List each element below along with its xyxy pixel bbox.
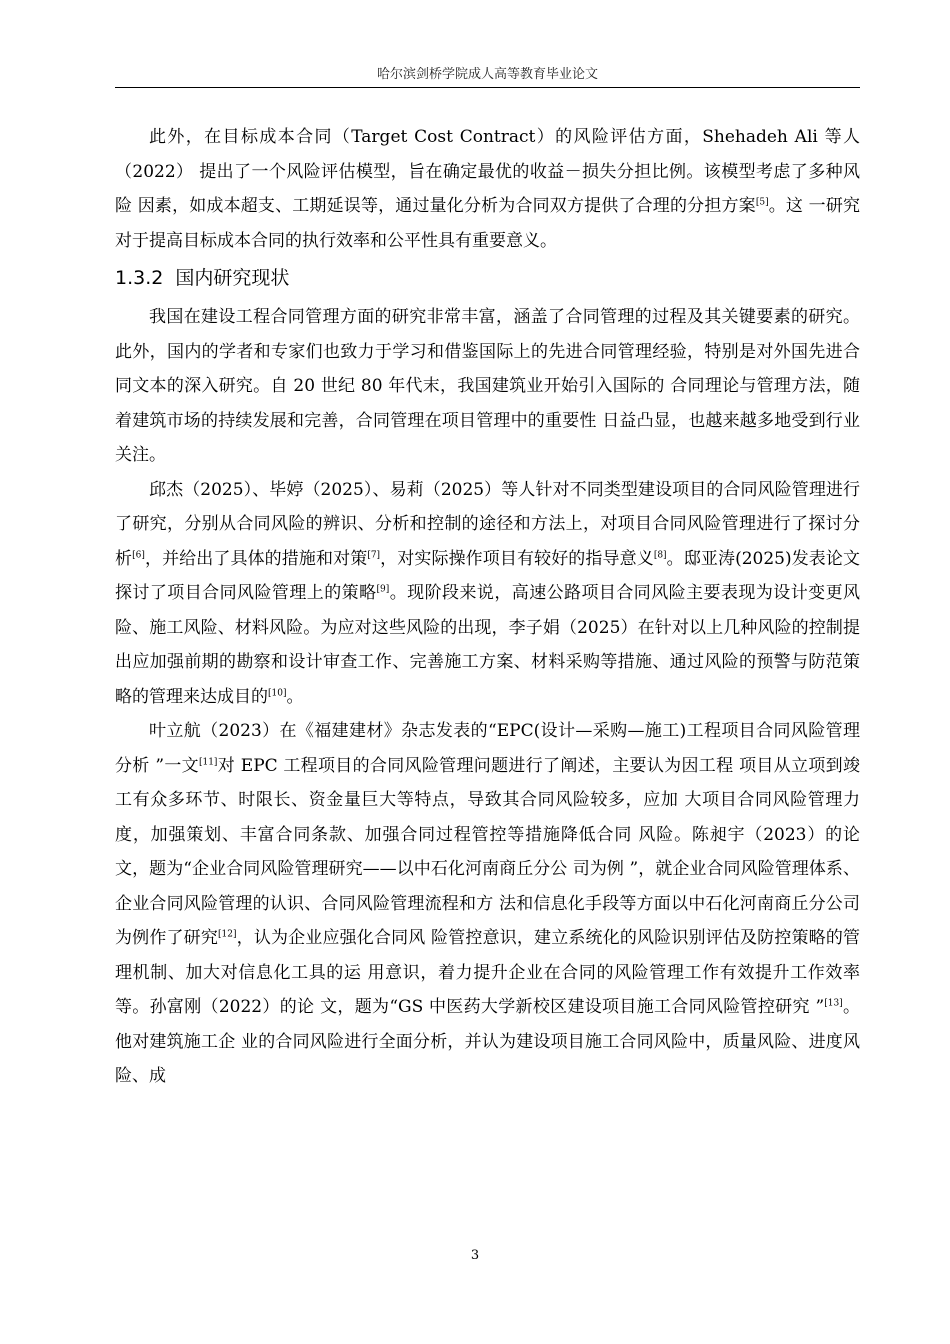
- citation-ref: [13]: [824, 998, 843, 1009]
- paragraph-text: 此外，在目标成本合同（Target Cost Contract）的风险评估方面，Shehadeh Ali 等人（2022） 提出了一个风险评估模型，旨在确定最优的收益－损失分担比例。该模型考虑了多种风险 因素，如成本超支、工期延误等，通过量化分析为合同双方提供了合理的分担方案: [115, 127, 860, 216]
- header-rule: [115, 87, 860, 88]
- paragraph-text: 。: [286, 686, 304, 707]
- section-title: 国内研究现状: [175, 267, 290, 289]
- citation-ref: [8]: [653, 549, 667, 560]
- page-number: 3: [470, 1248, 480, 1263]
- paragraph-domestic-overview: [115, 300, 860, 473]
- paragraph-text: 叶立航（2023）在《福建建材》杂志发表的“EPC(设计—采购—施工)工程项目合同风险管理分析 ”一文: [115, 721, 860, 776]
- section-heading: [115, 262, 860, 294]
- paragraph-target-cost: [115, 120, 860, 258]
- citation-ref: [11]: [198, 756, 218, 767]
- section-number: 1.3.2: [115, 267, 164, 289]
- paragraph-text: 。这 一研究对于提高目标成本合同的执行效率和公平性具有重要意义。: [115, 196, 860, 251]
- paragraph-text: 。邸亚涛(2025)发表论文探讨了项目合同风险管理上的策略: [115, 548, 861, 603]
- citation-ref: [10]: [268, 687, 287, 698]
- paragraph-text: ，对实际操作项目有较好的指导意义: [380, 548, 654, 569]
- citation-ref: [9]: [376, 584, 390, 595]
- paragraph-risk-studies: [115, 473, 860, 715]
- paragraph-text: 。现阶段来说，高速公路项目合同风险主要表现为设计变更风险、施工风险、材料风险。为应对这些风险的出现，李子娟（2025）在针对以上几种风险的控制提出应加强前期的勘察和设计审查工作、完善施工方案、材料采购等措施、通过风险的预警与防范策略的管理来达成目的: [115, 583, 861, 707]
- paragraph-epc-studies: [115, 714, 860, 1094]
- citation-ref: [7]: [367, 549, 381, 560]
- body-text: [115, 120, 860, 1094]
- paragraph-text: ，认为企业应强化合同风 险管控意识，建立系统化的风险识别评估及防控策略的管理机制、加大对信息化工具的运 用意识，着力提升企业在合同的风险管理工作有效提升工作效率等。孙富刚（2022）的论 文，题为“GS 中医药大学新校区建设项目施工合同风险管控研究 ”: [115, 928, 861, 1017]
- citation-ref: [5]: [755, 197, 769, 208]
- paragraph-text: 邱杰（2025）、毕婷（2025）、易莉（2025）等人针对不同类型建设项目的合同风险管理进行了研究，分别从合同风险的辨识、分析和控制的途径和方法上，对项目合同风险管理进行了探讨分析: [115, 479, 860, 569]
- citation-ref: [12]: [218, 929, 237, 940]
- paragraph-text: 。他对建筑施工企 业的合同风险进行全面分析，并认为建设项目施工合同风险中，质量风险、进度风险、成: [115, 997, 860, 1086]
- running-header: 哈尔滨剑桥学院成人高等教育毕业论文: [376, 67, 598, 82]
- citation-ref: [6]: [132, 549, 145, 560]
- paragraph-text: 我国在建设工程合同管理方面的研究非常丰富，涵盖了合同管理的过程及其关键要素的研究。此外，国内的学者和专家们也致力于学习和借鉴国际上的先进合同管理经验，特别是对外国先进合同文本的深入研究。自 20 世纪 80 年代末，我国建筑业开始引入国际的 合同理论与管理方法，随着建筑市场的持续发展和完善，合同管理在项目管理中的重要性 日益凸显，也越来越多地受到行业关注。: [115, 307, 860, 465]
- paragraph-text: 对 EPC 工程项目的合同风险管理问题进行了阐述，主要认为因工程 项目从立项到竣工有众多环节、时限长、资金量巨大等特点，导致其合同风险较多，应加 大项目合同风险管理力度，加强策划、丰富合同条款、加强合同过程管控等措施降低合同 风险。陈昶宇（2023）的论文，题为“企业合同风险管理研究——以中石化河南商丘分公 司为例 ”，就企业合同风险管理体系、企业合同风险管理的认识、合同风险管理流程和方 法和信息化手段等方面以中石化河南商丘分公司为例作了研究: [115, 755, 860, 948]
- paragraph-text: ，并给出了具体的措施和对策: [144, 548, 368, 569]
